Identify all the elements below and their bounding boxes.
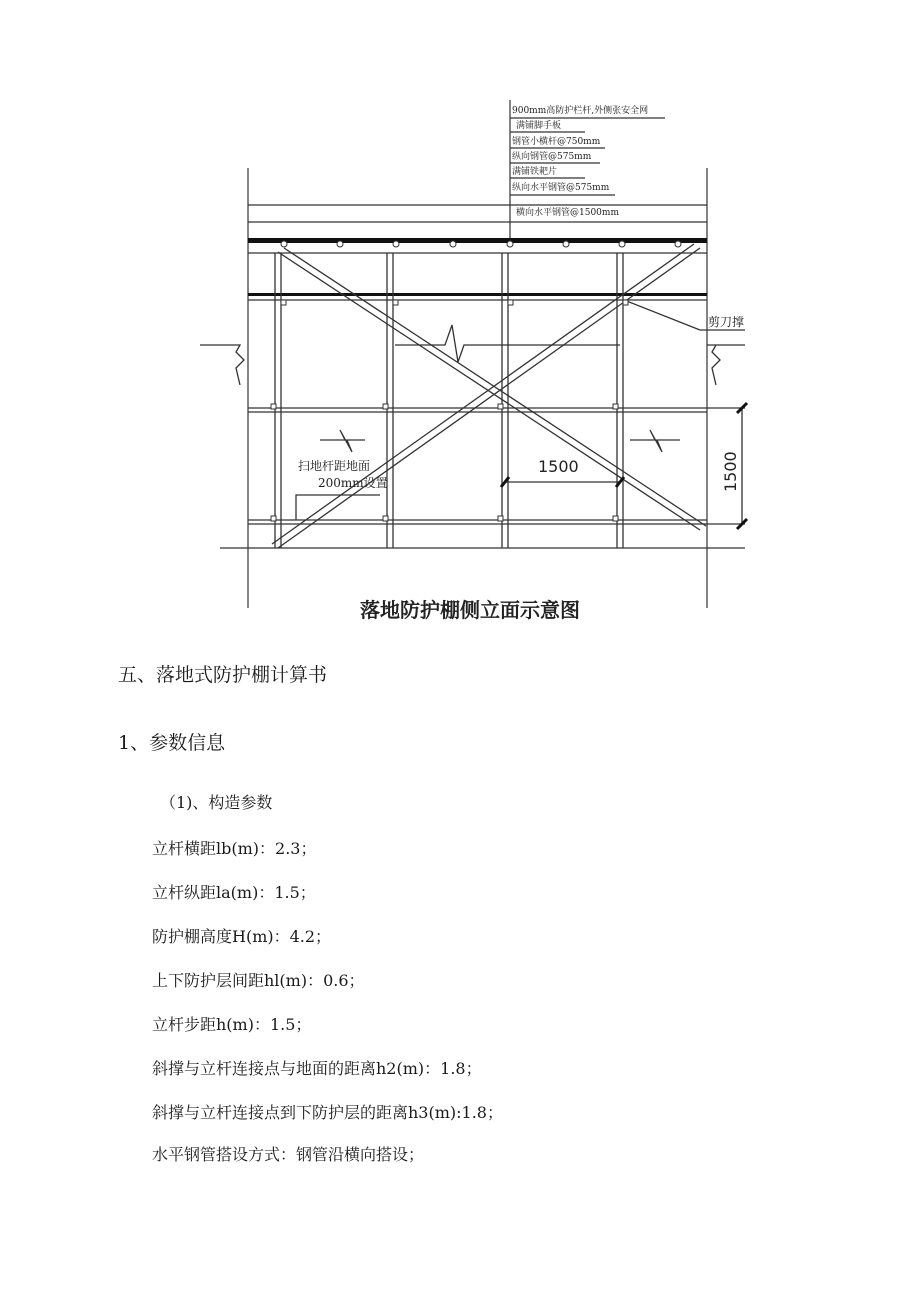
label-board: 满铺脚手板 (516, 121, 562, 131)
label-fence: 满铺铁耙片 (512, 167, 558, 177)
subsection-heading: 1、参数信息 (118, 732, 226, 754)
dim-label-vertical: 1500 (721, 451, 740, 492)
param-line: 斜撑与立杆连接点与地面的距离h2(m)：1.8； (152, 1059, 482, 1078)
param-line: 立杆纵距la(m)：1.5； (152, 883, 316, 902)
param-line: 斜撑与立杆连接点到下防护层的距离h3(m):1.8； (152, 1103, 503, 1122)
dim-label-horizontal: 1500 (538, 457, 579, 476)
drawing-canvas (0, 0, 920, 640)
label-small-bar: 钢管小横杆@750mm (512, 137, 601, 147)
label-scissor: 剪刀撑 (708, 315, 745, 329)
lower-deck (248, 293, 707, 296)
elevation-drawing (0, 0, 920, 640)
scissor-leader (624, 300, 700, 330)
label-long-pipe: 纵向钢管@575mm (512, 152, 592, 162)
figure-title: 落地防护棚侧立面示意图 (360, 598, 580, 622)
construction-heading: （1)、构造参数 (160, 793, 273, 812)
break-line-right (712, 345, 720, 385)
sweep-leader (296, 495, 380, 520)
section-heading: 五、落地式防护棚计算书 (118, 664, 328, 686)
label-sweep-line1: 扫地杆距地面 (298, 459, 371, 473)
param-line: 防护棚高度H(m)：4.2； (152, 927, 332, 946)
param-line: 立杆横距lb(m)：2.3； (152, 839, 317, 858)
param-line: 水平钢管搭设方式：钢管沿横向搭设； (152, 1145, 425, 1164)
upper-deck (248, 238, 707, 243)
param-line: 立杆步距h(m)：1.5； (152, 1015, 312, 1034)
label-trans-horizontal: 横向水平钢管@1500mm (516, 208, 619, 218)
label-rail: 900mm高防护栏杆,外侧张安全网 (512, 106, 649, 116)
break-line-left (200, 345, 244, 385)
param-line: 上下防护层间距hl(m)：0.6； (152, 971, 365, 990)
label-sweep-line2: 200mm设置 (318, 476, 388, 490)
label-long-horizontal: 纵向水平钢管@575mm (512, 183, 610, 193)
